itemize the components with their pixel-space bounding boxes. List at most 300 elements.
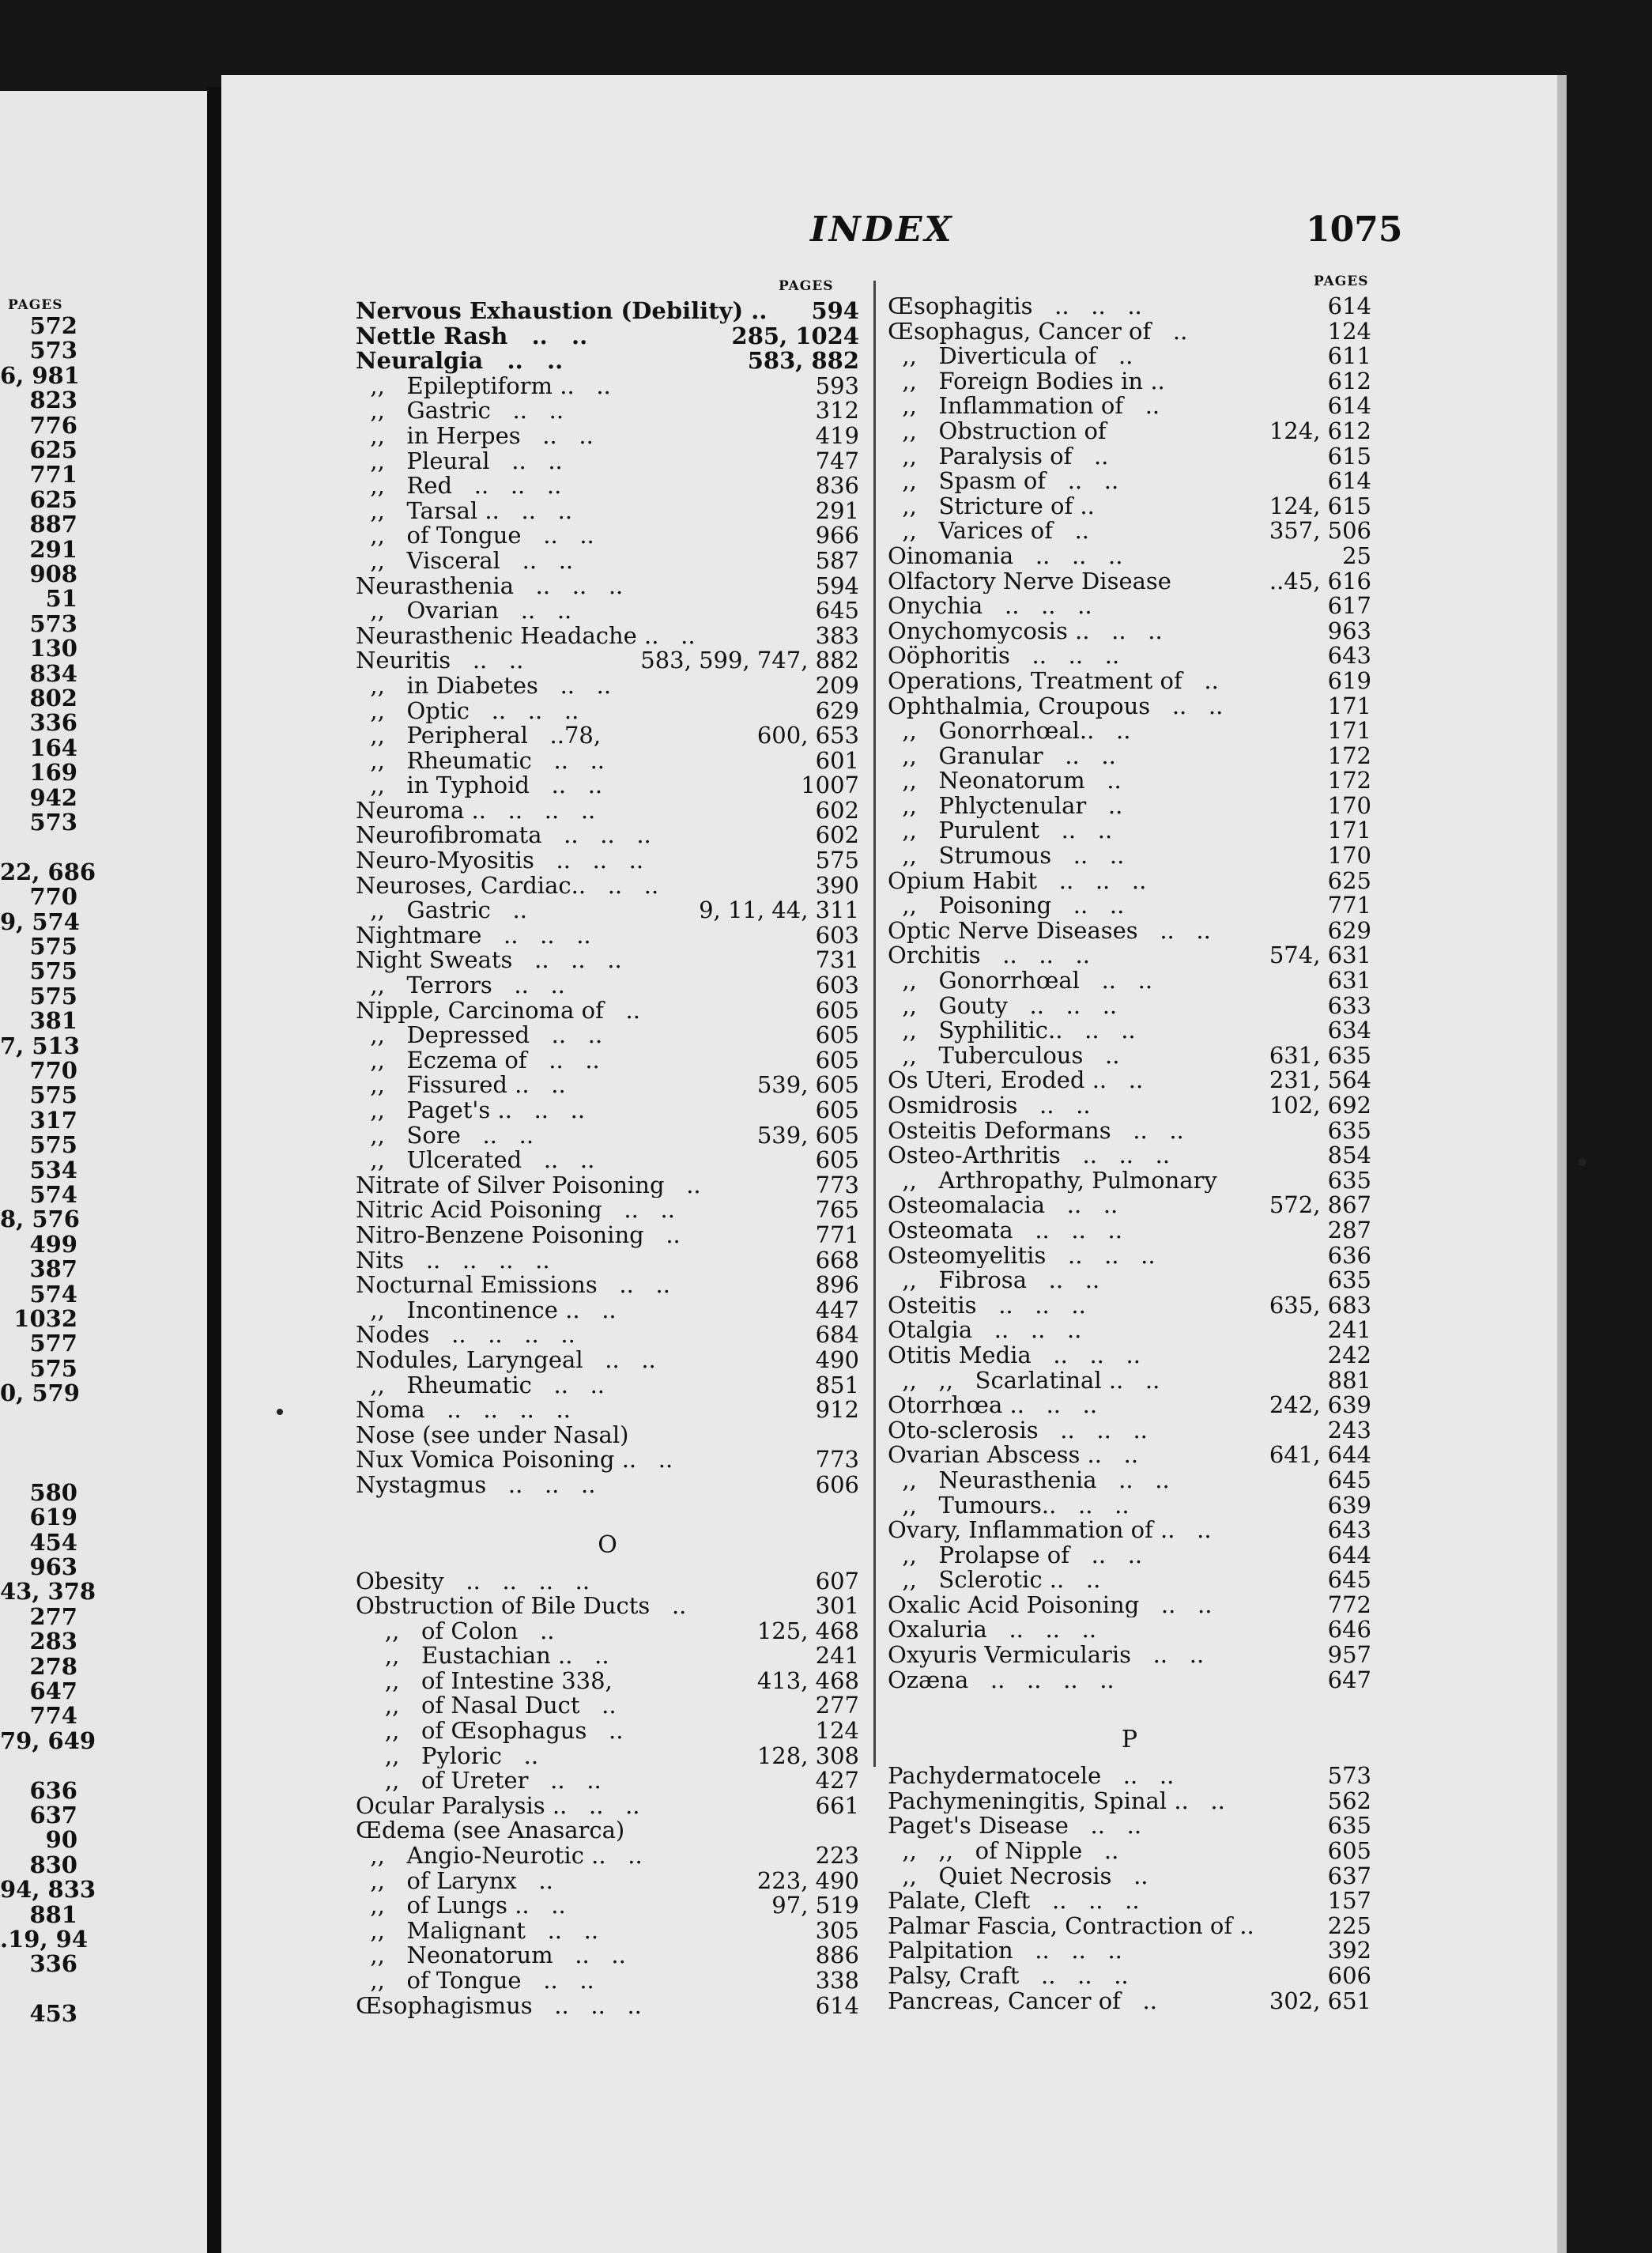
- index-entry: [356, 773, 859, 798]
- index-term: ,, Syphilitic.. .. ..: [888, 1018, 1136, 1043]
- left-page-number: 574: [29, 1181, 77, 1208]
- index-term: Œsophagus, Cancer of ..: [888, 319, 1188, 345]
- index-term: Neuralgia .. ..: [356, 349, 564, 374]
- index-pages: 594: [811, 299, 859, 324]
- left-page-number: 453: [29, 2000, 77, 2028]
- index-term: ,, Rheumatic .. ..: [356, 748, 605, 774]
- index-pages: 773: [815, 1447, 859, 1473]
- index-term: Otorrhœa .. .. ..: [888, 1393, 1098, 1418]
- index-entry: [888, 719, 1371, 744]
- index-pages: 639: [1327, 1493, 1371, 1519]
- index-entry: [888, 994, 1371, 1019]
- col2-pages-label: PAGES: [1314, 274, 1369, 289]
- left-page-number: .19, 94: [0, 1926, 89, 1953]
- left-page-number: 577: [29, 1330, 77, 1357]
- section-letter: O: [598, 1530, 617, 1559]
- index-entry: [356, 1323, 859, 1348]
- index-entry: [888, 1168, 1371, 1194]
- index-pages: 635: [1327, 1813, 1371, 1840]
- index-term: Osmidrosis .. ..: [888, 1093, 1091, 1119]
- index-entry: [888, 1393, 1371, 1418]
- left-page-number: 580: [29, 1478, 77, 1506]
- index-pages: 573: [1327, 1764, 1371, 1789]
- index-entry: [888, 594, 1371, 619]
- page-title: INDEX: [810, 209, 954, 250]
- index-term: ,, Incontinence .. ..: [356, 1297, 617, 1323]
- index-entry: [888, 919, 1371, 944]
- index-entry: [356, 474, 859, 499]
- index-entry: [356, 674, 859, 699]
- index-pages: 602: [815, 798, 859, 824]
- index-term: ,, Eustachian .. ..: [356, 1644, 609, 1669]
- index-pages: 600, 653: [756, 723, 859, 749]
- index-pages: 619: [1327, 668, 1371, 694]
- index-pages: 614: [815, 1993, 859, 2019]
- index-term: ,, Terrors .. ..: [356, 973, 565, 998]
- index-term: Otitis Media .. .. ..: [888, 1342, 1141, 1368]
- index-term: Ocular Paralysis .. .. ..: [356, 1793, 640, 1819]
- index-entry: [888, 1193, 1371, 1218]
- index-pages: 593: [815, 373, 859, 399]
- index-column-2: [888, 294, 1371, 2013]
- index-entry: [888, 843, 1371, 869]
- index-term: ,, Phlyctenular ..: [888, 793, 1123, 819]
- index-entry: [356, 699, 859, 724]
- left-page-number: 636: [29, 1776, 77, 1804]
- index-term: ,, Fibrosa .. ..: [888, 1268, 1100, 1293]
- index-entry: [356, 1919, 859, 1944]
- left-page-number: 278: [29, 1652, 77, 1680]
- index-pages: 170: [1327, 843, 1371, 869]
- index-term: Ozæna .. .. .. ..: [888, 1667, 1115, 1693]
- left-page-number: 963: [29, 1553, 77, 1580]
- ink-speck: [277, 1409, 283, 1415]
- left-page-number: 647: [29, 1677, 77, 1704]
- index-term: Obstruction of Bile Ducts ..: [356, 1594, 687, 1619]
- index-pages: 772: [1327, 1592, 1371, 1618]
- column-separator: [873, 281, 876, 1767]
- index-term: Onychia .. .. ..: [888, 594, 1092, 619]
- index-entry: [356, 1447, 859, 1473]
- index-term: Oxaluria .. .. ..: [888, 1617, 1097, 1644]
- index-term: Nipple, Carcinoma of ..: [356, 998, 640, 1024]
- left-page-number: 79, 649: [0, 1727, 96, 1754]
- index-entry: [356, 1123, 859, 1149]
- index-entry: [356, 1569, 859, 1594]
- index-term: Os Uteri, Eroded .. ..: [888, 1068, 1144, 1093]
- index-pages: 305: [815, 1918, 859, 1944]
- index-term: ,, of Lungs .. ..: [356, 1893, 566, 1919]
- index-term: Nightmare .. .. ..: [356, 923, 591, 949]
- index-entry: [888, 1964, 1371, 1989]
- index-pages: 836: [815, 474, 859, 499]
- index-term: Œsophagitis .. .. ..: [888, 294, 1142, 319]
- index-column-1: [356, 299, 859, 2018]
- index-term: ,, Paralysis of ..: [888, 443, 1109, 470]
- index-entry: [888, 1643, 1371, 1668]
- index-term: Orchitis .. .. ..: [888, 943, 1090, 969]
- index-entry: [356, 1818, 859, 1844]
- index-term: ,, Ovarian .. ..: [356, 598, 572, 624]
- left-page-number: 575: [29, 933, 77, 960]
- index-pages: 312: [815, 398, 859, 424]
- index-pages: 645: [815, 598, 859, 624]
- index-term: ,, Tuberculous ..: [888, 1043, 1120, 1069]
- index-pages: 157: [1327, 1889, 1371, 1914]
- index-entry: [888, 1368, 1371, 1394]
- index-entry: [356, 1994, 859, 2019]
- index-entry: [888, 1119, 1371, 1144]
- index-term: Oxalic Acid Poisoning .. ..: [888, 1592, 1213, 1618]
- index-entry: [356, 648, 859, 674]
- index-term: Neuro-Myositis .. .. ..: [356, 848, 644, 874]
- index-entry: [888, 1293, 1371, 1319]
- index-entry: [888, 1914, 1371, 1939]
- left-page-number: 573: [29, 809, 77, 836]
- index-entry: [356, 1768, 859, 1794]
- index-pages: ..45, 616: [1269, 568, 1371, 594]
- index-entry: [356, 874, 859, 899]
- index-term: Neuroma .. .. .. ..: [356, 798, 596, 824]
- index-entry: [888, 869, 1371, 894]
- index-entry: [888, 1418, 1371, 1444]
- index-entry: [356, 499, 859, 524]
- index-term: Osteitis Deformans .. ..: [888, 1118, 1184, 1144]
- left-page-number: 830: [29, 1851, 77, 1878]
- index-pages: 583, 599, 747, 882: [640, 648, 859, 674]
- index-term: ,, Neurasthenia .. ..: [888, 1467, 1170, 1493]
- index-pages: 611: [1327, 344, 1371, 369]
- index-pages: 635, 683: [1269, 1293, 1371, 1319]
- index-term: Pachydermatocele .. ..: [888, 1764, 1175, 1789]
- index-pages: 171: [1327, 818, 1371, 844]
- index-pages: 102, 692: [1269, 1093, 1371, 1119]
- index-entry: [888, 494, 1371, 519]
- left-page-number: 908: [29, 560, 77, 587]
- index-term: ,, ,, of Nipple ..: [888, 1839, 1119, 1864]
- index-entry: [356, 898, 859, 923]
- index-term: ,, Tumours.. .. ..: [888, 1493, 1130, 1519]
- left-page-number: 43, 378: [0, 1578, 96, 1606]
- index-term: Nervous Exhaustion (Debility) ..: [356, 299, 768, 324]
- left-page-number: 164: [29, 734, 77, 761]
- index-pages: 631: [1327, 968, 1371, 994]
- index-entry: [888, 1989, 1371, 2014]
- index-entry: [356, 1619, 859, 1644]
- index-term: ,, Pleural .. ..: [356, 448, 563, 474]
- index-entry: [356, 1298, 859, 1323]
- index-entry: [888, 1839, 1371, 1864]
- index-pages: 668: [815, 1247, 859, 1274]
- index-entry: [356, 1048, 859, 1074]
- left-page-number: 291: [29, 535, 77, 563]
- index-term: Palate, Cleft .. .. ..: [888, 1889, 1140, 1914]
- index-entry: [356, 374, 859, 399]
- index-term: ,, Diverticula of ..: [888, 344, 1133, 369]
- index-entry: [888, 294, 1371, 319]
- index-entry: [888, 1593, 1371, 1618]
- index-term: ,, of Ureter .. ..: [356, 1768, 602, 1794]
- index-term: Operations, Treatment of ..: [888, 668, 1219, 694]
- left-page-number: 770: [29, 1057, 77, 1084]
- left-page-number: 575: [29, 1131, 77, 1159]
- index-term: ,, of Tongue .. ..: [356, 523, 594, 549]
- left-page-number: 575: [29, 957, 77, 985]
- index-term: Onychomycosis .. .. ..: [888, 618, 1163, 644]
- index-entry: [888, 1068, 1371, 1093]
- index-term: ,, Ulcerated .. ..: [356, 1148, 595, 1173]
- index-entry: [888, 1518, 1371, 1543]
- index-pages: 615: [1327, 443, 1371, 470]
- index-pages: 625: [1327, 868, 1371, 894]
- left-page-number: 572: [29, 312, 77, 339]
- index-entry: [356, 998, 859, 1024]
- index-pages: 851: [815, 1372, 859, 1398]
- index-pages: 209: [815, 673, 859, 699]
- index-pages: 392: [1327, 1938, 1371, 1964]
- index-pages: 124: [815, 1719, 859, 1744]
- index-pages: 1007: [801, 773, 859, 798]
- index-pages: 277: [815, 1693, 859, 1719]
- index-term: Oinomania .. .. ..: [888, 543, 1123, 569]
- index-entry: [356, 523, 859, 549]
- index-term: Nitrate of Silver Poisoning ..: [356, 1172, 701, 1198]
- index-entry: [356, 1968, 859, 1994]
- index-term: ,, ,, Scarlatinal .. ..: [888, 1368, 1160, 1394]
- index-term: ,, Red .. .. ..: [356, 474, 562, 499]
- index-entry: [888, 893, 1371, 919]
- index-pages: 125, 468: [756, 1618, 859, 1644]
- index-pages: 338: [815, 1968, 859, 1994]
- index-pages: 170: [1327, 793, 1371, 819]
- index-entry: [888, 619, 1371, 644]
- index-term: ,, Neonatorum .. ..: [356, 1943, 626, 1968]
- left-page-number: 619: [29, 1504, 77, 1531]
- index-entry: [888, 1018, 1371, 1043]
- index-pages: 242, 639: [1269, 1393, 1371, 1418]
- index-entry: [356, 349, 859, 374]
- index-entry: [356, 1693, 859, 1719]
- index-term: ,, Strumous .. ..: [888, 843, 1125, 869]
- left-page-number: 881: [29, 1900, 77, 1928]
- index-pages: 637: [1327, 1863, 1371, 1889]
- index-term: Osteo-Arthritis .. .. ..: [888, 1143, 1171, 1168]
- index-pages: 629: [815, 698, 859, 724]
- left-page-number: 1032: [13, 1305, 77, 1332]
- index-term: Obesity .. .. .. ..: [356, 1568, 590, 1594]
- index-term: ,, of Œsophagus ..: [356, 1719, 624, 1744]
- index-entry: [888, 1243, 1371, 1269]
- index-entry: [356, 923, 859, 949]
- index-entry: [888, 394, 1371, 419]
- index-entry: [888, 444, 1371, 470]
- index-entry: [356, 1744, 859, 1769]
- index-term: ,, Tarsal .. .. ..: [356, 498, 573, 524]
- index-pages: 413, 468: [756, 1668, 859, 1694]
- index-pages: 617: [1327, 594, 1371, 619]
- index-pages: 912: [815, 1398, 859, 1423]
- index-pages: 583, 882: [747, 349, 859, 374]
- index-term: ,, Granular .. ..: [888, 743, 1116, 769]
- left-page-number: 942: [29, 783, 77, 811]
- index-term: ,, Pyloric ..: [356, 1743, 539, 1769]
- index-pages: 124, 615: [1269, 493, 1371, 519]
- index-entry: [888, 1343, 1371, 1368]
- index-pages: 605: [815, 1148, 859, 1173]
- index-pages: 635: [1327, 1268, 1371, 1293]
- index-pages: 172: [1327, 768, 1371, 794]
- index-pages: 646: [1327, 1617, 1371, 1644]
- index-term: ,, Fissured .. ..: [356, 1073, 566, 1098]
- left-page-number: 575: [29, 1354, 77, 1382]
- index-term: Neuritis .. ..: [356, 648, 524, 674]
- index-entry: [356, 449, 859, 474]
- index-entry: [356, 549, 859, 574]
- index-term: ,, Malignant .. ..: [356, 1918, 599, 1944]
- index-term: ,, Eczema of .. ..: [356, 1047, 600, 1074]
- index-entry: [356, 1943, 859, 1968]
- index-entry: [356, 723, 859, 749]
- index-pages: 539, 605: [756, 1073, 859, 1098]
- left-page-number: 0, 579: [0, 1379, 80, 1407]
- index-term: Night Sweats .. .. ..: [356, 948, 622, 974]
- index-entry: [356, 1023, 859, 1048]
- index-pages: 771: [1327, 893, 1371, 919]
- index-term: ,, Gonorrhœal.. ..: [888, 719, 1131, 744]
- left-page-number: 7, 513: [0, 1032, 80, 1059]
- left-page-number: 637: [29, 1802, 77, 1828]
- index-pages: 574, 631: [1269, 943, 1371, 969]
- index-term: Oxyuris Vermicularis .. ..: [888, 1643, 1205, 1668]
- index-pages: 633: [1327, 993, 1371, 1019]
- index-pages: 731: [815, 948, 859, 974]
- index-term: ,, in Typhoid .. ..: [356, 773, 603, 798]
- index-term: ,, Optic .. .. ..: [356, 698, 579, 724]
- left-pages-label: PAGES: [8, 297, 63, 313]
- index-pages: 243: [1327, 1417, 1371, 1444]
- index-pages: 447: [815, 1297, 859, 1323]
- index-entry: [888, 694, 1371, 719]
- left-page-number: 130: [29, 635, 77, 662]
- index-term: ,, Inflammation of ..: [888, 394, 1160, 419]
- index-pages: 771: [815, 1222, 859, 1248]
- page-edge: [1557, 75, 1567, 2253]
- left-page-number: 625: [29, 436, 77, 463]
- left-page-number: 573: [29, 609, 77, 637]
- index-term: Optic Nerve Diseases .. ..: [888, 918, 1211, 944]
- left-page-number: 277: [29, 1602, 77, 1630]
- index-entry: [356, 424, 859, 449]
- left-page-number: 774: [29, 1702, 77, 1730]
- index-pages: 124: [1327, 319, 1371, 345]
- index-pages: 612: [1327, 368, 1371, 394]
- index-entry: [356, 299, 859, 324]
- index-term: Neurasthenic Headache .. ..: [356, 623, 696, 649]
- index-entry: [356, 948, 859, 973]
- index-term: ,, Spasm of .. ..: [888, 469, 1119, 494]
- index-entry: [888, 544, 1371, 569]
- index-term: Osteomalacia .. ..: [888, 1193, 1118, 1218]
- index-pages: 291: [815, 498, 859, 524]
- index-term: Nits .. .. .. ..: [356, 1247, 550, 1274]
- index-entry: [356, 1398, 859, 1423]
- index-pages: 614: [1327, 394, 1371, 419]
- index-pages: 645: [1327, 1568, 1371, 1593]
- index-entry: [888, 569, 1371, 594]
- index-pages: 603: [815, 923, 859, 949]
- index-pages: 241: [1327, 1318, 1371, 1343]
- index-entry: [888, 1218, 1371, 1243]
- index-term: Œdema (see Anasarca): [356, 1818, 625, 1844]
- index-term: ,, Angio-Neurotic .. ..: [356, 1844, 643, 1869]
- index-term: Nitro-Benzene Poisoning ..: [356, 1222, 681, 1248]
- index-term: Palmar Fascia, Contraction of ..: [888, 1913, 1254, 1939]
- section-letter: P: [1121, 1726, 1138, 1754]
- left-page-number: 90: [45, 1826, 77, 1854]
- index-pages: 419: [815, 423, 859, 449]
- left-page-number: 8, 576: [0, 1206, 80, 1233]
- index-entry: [356, 1073, 859, 1098]
- left-page-number: 317: [29, 1106, 77, 1134]
- index-entry: [888, 1568, 1371, 1593]
- index-pages: 765: [815, 1198, 859, 1223]
- index-entry: [356, 823, 859, 848]
- index-entry: [356, 324, 859, 349]
- index-entry: [356, 1373, 859, 1398]
- index-entry: [888, 669, 1371, 694]
- left-page-number: 499: [29, 1230, 77, 1258]
- index-term: ,, Prolapse of .. ..: [888, 1542, 1143, 1568]
- index-entry: [356, 1794, 859, 1819]
- index-pages: 539, 605: [756, 1123, 859, 1149]
- index-term: ,, of Larynx ..: [356, 1868, 553, 1894]
- index-entry: [888, 794, 1371, 819]
- index-entry: [356, 598, 859, 624]
- index-term: ,, Visceral .. ..: [356, 548, 574, 574]
- index-pages: 9, 11, 44, 311: [699, 898, 859, 923]
- index-pages: 966: [815, 523, 859, 549]
- index-pages: 97, 519: [771, 1893, 859, 1919]
- index-term: ,, Gonorrhœal .. ..: [888, 968, 1153, 994]
- index-entry: [356, 1273, 859, 1298]
- index-term: ,, Gouty .. .. ..: [888, 993, 1118, 1019]
- index-pages: 747: [815, 448, 859, 474]
- index-pages: 357, 506: [1269, 519, 1371, 544]
- index-term: Noma .. .. .. ..: [356, 1398, 571, 1423]
- index-entry: [888, 1938, 1371, 1964]
- index-term: ,, Paget's .. .. ..: [356, 1098, 586, 1123]
- index-pages: 427: [815, 1768, 859, 1794]
- index-pages: 635: [1327, 1118, 1371, 1144]
- index-term: Nux Vomica Poisoning .. ..: [356, 1447, 673, 1473]
- index-entry: [888, 1889, 1371, 1914]
- index-entry: [356, 1098, 859, 1123]
- left-page-number: 776: [29, 411, 77, 439]
- index-pages: 963: [1327, 618, 1371, 644]
- index-entry: [356, 1148, 859, 1173]
- index-term: Nitric Acid Poisoning .. ..: [356, 1198, 675, 1223]
- left-page-number: 336: [29, 1950, 77, 1978]
- index-entry: [356, 574, 859, 599]
- index-pages: 614: [1327, 469, 1371, 494]
- index-pages: 223, 490: [756, 1868, 859, 1894]
- left-page-number: 387: [29, 1255, 77, 1283]
- index-pages: 242: [1327, 1342, 1371, 1368]
- index-term: ,, Peripheral ..78,: [356, 723, 602, 749]
- index-term: Palsy, Craft .. .. ..: [888, 1964, 1129, 1989]
- index-term: ,, Poisoning .. ..: [888, 893, 1125, 919]
- index-term: ,, of Colon ..: [356, 1618, 555, 1644]
